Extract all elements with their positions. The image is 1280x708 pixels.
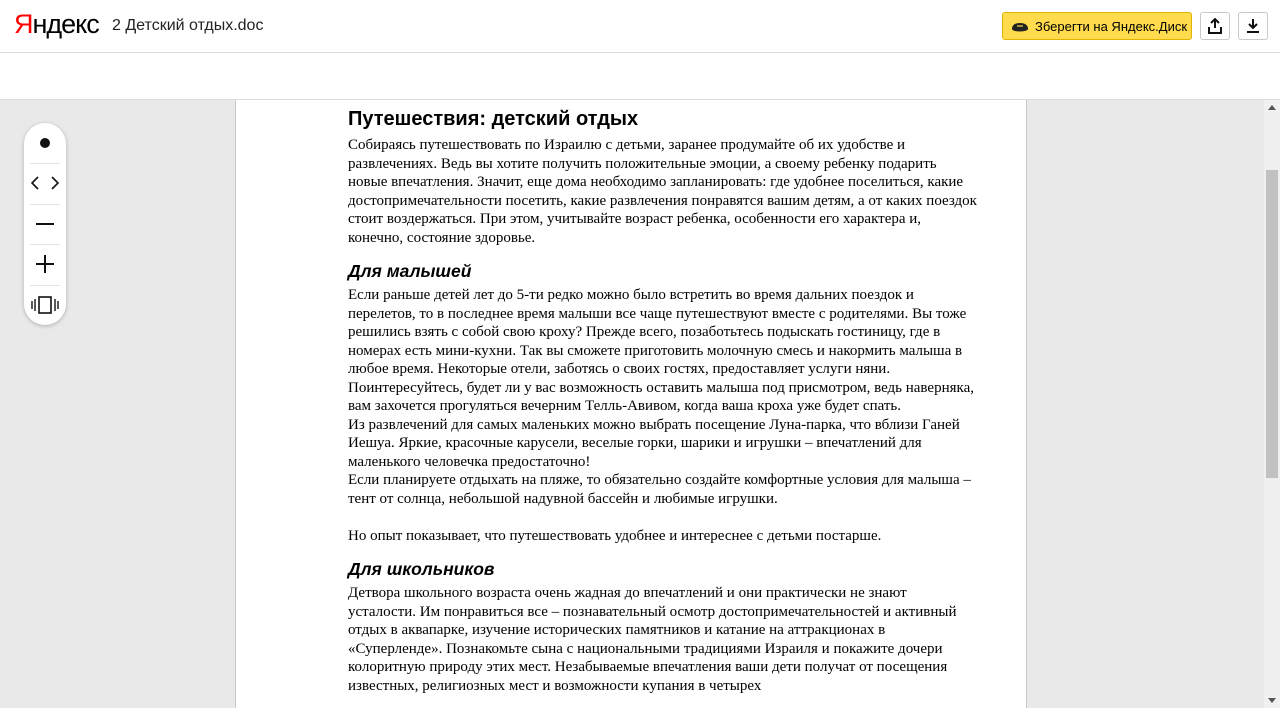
zoom-in-button[interactable] [24,244,66,284]
share-button[interactable] [1200,12,1230,40]
save-to-disk-button[interactable] [1002,12,1192,40]
zoom-in-icon [36,255,54,273]
section-heading-schoolkids: Для школьников [348,559,495,579]
prev-page-icon[interactable] [31,176,39,190]
disk-icon [1011,20,1029,32]
scroll-up-icon[interactable] [1268,105,1276,110]
document-title: 2 Детский отдых.doc [112,17,264,34]
paragraph: Из развлечений для самых маленьких можно выбрать посещение Луна-парка, что вблизи Ганей Иешуа. Яркие, красочные карусели, веселые горки, шарики и игрушки – впечатлений для маленького человечка предостаточно! [348,416,960,470]
zoom-out-icon [36,223,54,225]
page-nav [24,163,66,203]
next-page-icon[interactable] [51,176,59,190]
viewer-tool-panel [24,123,66,325]
upload-icon [1208,18,1222,34]
document-page [235,100,1027,708]
section-heading-toddlers: Для малышей [348,261,472,281]
paragraph: Но опыт показывает, что путешествовать удобнее и интереснее с детьми постарше. [348,527,882,544]
fit-page-icon [30,296,60,314]
zoom-out-button[interactable] [24,204,66,244]
scroll-down-icon[interactable] [1268,698,1276,703]
doc-heading: Путешествия: детский отдых [348,108,639,130]
sub-toolbar [0,53,1280,100]
intro-paragraph: Собираясь путешествовать по Израилю с детьми, заранее продумайте об их удобстве и развлечениях. Ведь вы хотите получить положительные эмоции, а своему ребенку подарить новые впечатления. Значит, еще дома необходимо запланировать: где удобнее поселиться, какие достопримечательности посетить, какие развлечения понравятся вашим детям, а от каких поездок стоит воздержаться. При этом, учитывайте возраст ребенка, особенности его характера и, конечно, состояние здоровье. [348,137,977,246]
download-icon [1246,18,1260,34]
paragraph: Если планируете отдыхать на пляже, то обязательно создайте комфортные условия для малыша – тент от солнца, небольшой надувной бассейн и любимые игрушки. [348,472,971,507]
paragraph: Детвора школьного возраста очень жадная до впечатлений и они практически не знают усталости. Им понравиться все – познавательный осмотр достопримечательностей и активный отдых в аквапарке, изучение исторических памятников и катание на аттракционах в «Суперленде». Познакомьте сына с национальными традициями Израиля и покажите дочери колоритную природу этих мест. Незабываемые впечатления ваши дети получат от посещения известных, религиозных мест и возможности купания в четырех [348,585,957,694]
download-button[interactable] [1238,12,1268,40]
logo-text: Яндекс [14,9,99,39]
paragraph: Если раньше детей лет до 5-ти редко можно было встретить во время дальних поездок и перелетов, то в последнее время малыши все чаще путешествуют вместе с родителями. Вы тоже решились взять с собой свою кроху? Прежде всего, позаботьтесь подыскать гостиницу, где в номерах есть мини-кухни. Так вы сможете приготовить молочную смесь и накормить малыша в любое время. Некоторые отели, заботясь о своих гостях, предоставляет услуги няни. Поинтересуйтесь, будет ли у вас возможность оставить малыша под присмотром, ведь наверняка, вам захочется прогуляться вечерним Телль-Авивом, когда ваша кроха уже будет спать. [348,287,974,414]
yandex-logo[interactable] [14,9,99,40]
page-content [348,108,978,695]
pointer-button[interactable] [24,123,66,163]
document-viewport[interactable] [0,100,1264,708]
scroll-thumb[interactable] [1266,170,1278,478]
fit-page-button[interactable] [24,285,66,325]
blank-line [348,508,978,527]
vertical-scrollbar[interactable] [1264,100,1280,708]
save-button-label: Зберегти на Яндекс.Диск [1035,18,1188,34]
dot-icon [39,137,51,149]
top-bar [0,0,1280,53]
